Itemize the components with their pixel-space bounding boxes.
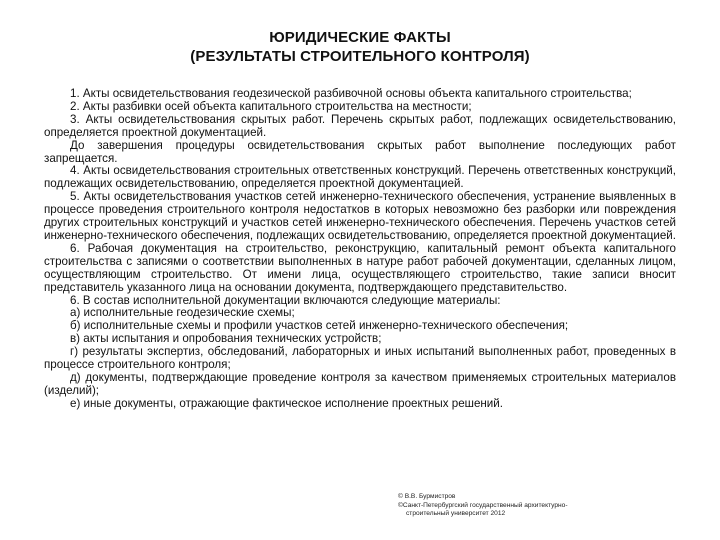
list-item-c: в) акты испытания и опробования технических устройств; — [70, 332, 382, 346]
paragraph-5: 4. Акты освидетельствования строительных ответственных конструкций. Перечень ответственных конструкций, подлежащих освидетельствованию, определяется проектной документацией. — [44, 164, 676, 191]
credit-org-line-2: строительный университет 2012 — [406, 510, 506, 518]
list-item-f: е) иные документы, отражающие фактическое исполнение проектных решений. — [70, 396, 503, 410]
list-item-d: г) результаты экспертиз, обследований, лабораторных и иных испытаний выполненных работ, проведенных в процессе строительного контроля; — [44, 345, 676, 372]
title-line-2: (РЕЗУЛЬТАТЫ СТРОИТЕЛЬНОГО КОНТРОЛЯ) — [190, 48, 530, 65]
credit-author: © В.В. Бурмистров — [398, 493, 456, 500]
list-item-a: а) исполнительные геодезические схемы; — [70, 306, 295, 320]
paragraph-8: 6. В состав исполнительной документации включаются следующие материалы: — [70, 293, 501, 307]
paragraph-3: 3. Акты освидетельствования скрытых работ. Перечень скрытых работ, подлежащих освидетельствованию, определяется проектной документацией. — [44, 112, 676, 139]
credit-org-line-1: ©Санкт-Петербургский государственный архитектурно- — [398, 501, 568, 509]
list-item-b: б) исполнительные схемы и профили участков сетей инженерно-технического обеспечения; — [70, 319, 569, 333]
paragraph-4: До завершения процедуры освидетельствования скрытых работ выполнение последующих работ запрещается. — [44, 138, 676, 165]
list-item-e: д) документы, подтверждающие проведение контроля за качеством применяемых строительных материалов (изделий); — [44, 370, 676, 397]
body-text — [44, 88, 676, 411]
paragraph-6: 5. Акты освидетельствования участков сетей инженерно-технического обеспечения, устранение выявленных в процессе проведения строительного контроля недостатков в которых невозможно без разборки или повреждения других строительных конструкций и участков сетей инженерно-технического обеспечения. Перечень участков сетей инженерно-технического обеспечения, подлежащих освидетельствованию, определяется проектной документацией. — [44, 190, 676, 242]
paragraph-1: 1. Акты освидетельствования геодезической разбивочной основы объекта капитального строительства; — [70, 87, 632, 100]
paragraph-7: 6. Рабочая документация на строительство, реконструкцию, капитальный ремонт объекта капитального строительства с записями о соответствии выполненных в натуре работ рабочей документации, сделанных лицом, осуществляющим строительство. От имени лица, осуществляющего строительство, такие записи вносит представитель указанного лица на основании документа, подтверждающего представительство. — [44, 241, 676, 294]
page-title — [0, 28, 720, 66]
copyright-credits — [398, 493, 688, 519]
paragraph-2: 2. Акты разбивки осей объекта капитального строительства на местности; — [70, 99, 472, 113]
title-line-1: ЮРИДИЧЕСКИЕ ФАКТЫ — [269, 29, 451, 46]
